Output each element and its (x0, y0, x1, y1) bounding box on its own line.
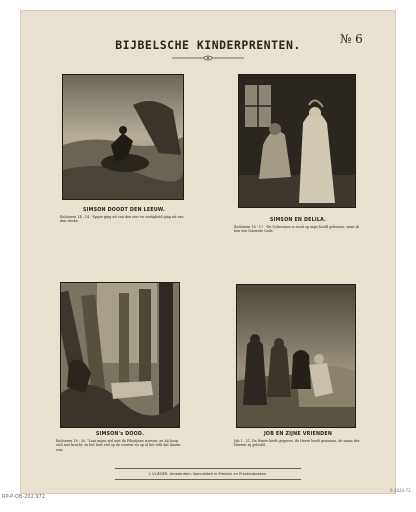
plate-simson-lion (62, 74, 184, 200)
caption-title: SIMSON EN DELILA. (269, 218, 327, 223)
engraving-image (63, 75, 183, 199)
caption-job-friends (234, 432, 362, 448)
footer-rule-bottom (115, 479, 301, 480)
caption-title: SIMSON DOODT DEN LEEUW. (82, 208, 166, 213)
publisher-line: J. VLIEGER, Amsterdam. Specialiteit in Prenten en Prentenboeken. (148, 472, 268, 476)
engraving-image (239, 75, 355, 207)
engraving-image (237, 285, 355, 427)
caption-simson-lion (60, 208, 188, 224)
page-title: BIJBELSCHE KINDERPRENTEN. (115, 38, 301, 52)
engraving-image (61, 283, 179, 427)
footer-rule-top (115, 468, 301, 469)
caption-text: Job 1 : 21. De Heere heeft gegeven, de Heere heeft genomen, de naam des Heeren zij geloofd. (234, 439, 360, 448)
plate-job-friends (236, 284, 356, 428)
caption-text: Richteren 14 : 14. "Spijze ging uit van den eter en zoetigheid ging uit van den sterke. (60, 215, 184, 224)
plate-simson-death (60, 282, 180, 428)
inventory-code: 9-2024-72 (390, 488, 411, 493)
caption-simson-delila (234, 218, 362, 234)
caption-text: Richteren 16 : 17. "De Scheermes is nooit op mijn hoofd gekomen, want ik ben een Nazireër Gods. (234, 225, 359, 234)
sheet-number: № 6 (340, 32, 363, 46)
caption-title: JOB EN ZIJNE VRIENDEN (263, 432, 333, 437)
inventory-number: RP-P-OB-202.972 (2, 494, 45, 500)
caption-title: SIMSON's DOOD. (95, 432, 145, 437)
plate-simson-delila (238, 74, 356, 208)
caption-simson-death (56, 432, 184, 452)
caption-text: Richteren 16 : 30. "Laat mijne ziel met de Filistijnen sterven; en hij boog zich met kracht, en het huis viel op de vorsten en op al het volk dat daarin was. (56, 439, 181, 452)
title-ornament (170, 54, 246, 62)
